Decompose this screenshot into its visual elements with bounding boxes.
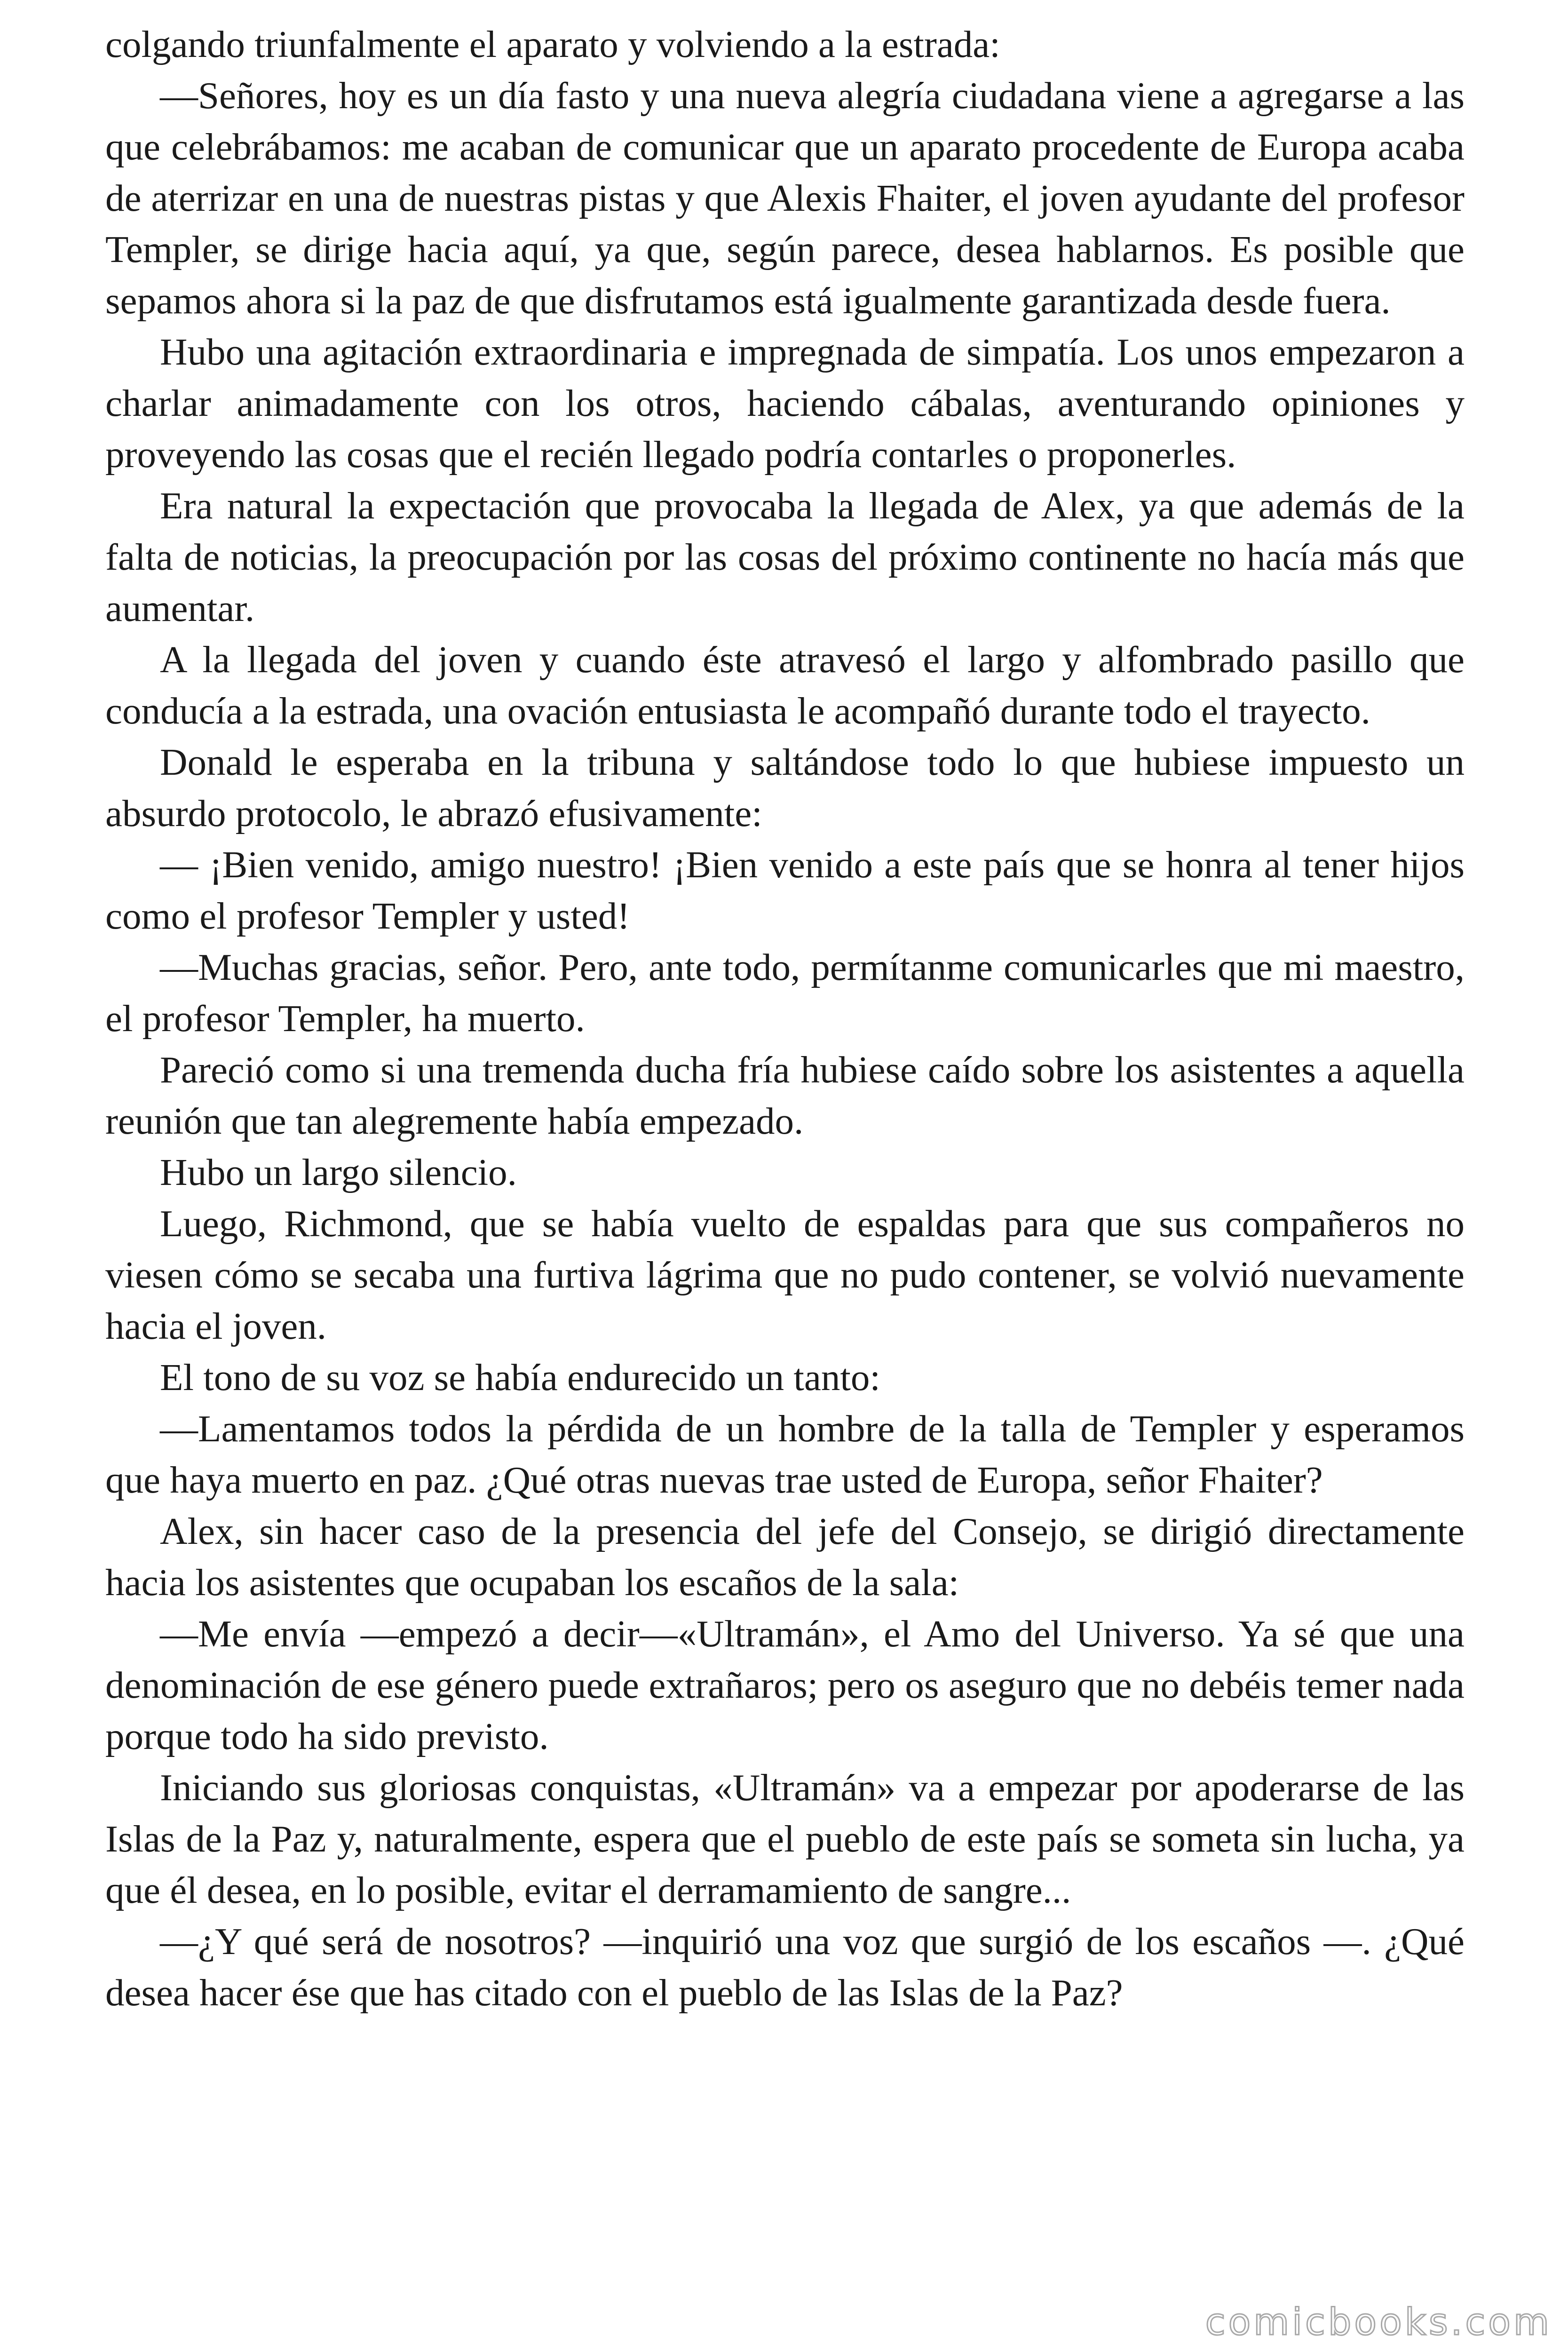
paragraph: Pareció como si una tremenda ducha fría hubiese caído sobre los asistentes a aquella reunión que tan alegremente había empezado.: [105, 1049, 1465, 1142]
paragraph: Alex, sin hacer caso de la presencia del jefe del Consejo, se dirigió directamente hacia los asistentes que ocupaban los escaños de la sala:: [105, 1510, 1465, 1604]
paragraph: —Muchas gracias, señor. Pero, ante todo, permítanme comunicarles que mi maestro, el profesor Templer, ha muerto.: [105, 946, 1465, 1040]
paragraph: —Me envía —empezó a decir—«Ultramán», el Amo del Universo. Ya sé que una denominación de ese género puede extrañaros; pero os aseguro que no debéis temer nada porque todo ha sido previsto.: [105, 1613, 1465, 1757]
paragraph: Donald le esperaba en la tribuna y saltándose todo lo que hubiese impuesto un absurdo protocolo, le abrazó efusivamente:: [105, 741, 1465, 834]
paragraph: El tono de su voz se había endurecido un tanto:: [160, 1356, 880, 1398]
paragraph: Iniciando sus gloriosas conquistas, «Ultramán» va a empezar por apoderarse de las Islas de la Paz y, naturalmente, espera que el pueblo de este país se someta sin lucha, ya que él desea, en lo posible, evitar el derramamiento de sangre...: [105, 1766, 1465, 1911]
paragraph: colgando triunfalmente el aparato y volviendo a la estrada:: [105, 23, 1000, 65]
paragraph: — ¡Bien venido, amigo nuestro! ¡Bien venido a este país que se honra al tener hijos como el profesor Templer y usted!: [105, 843, 1465, 937]
watermark: comicbooks.com: [1205, 2301, 1552, 2344]
paragraph: Era natural la expectación que provocaba la llegada de Alex, ya que además de la falta de noticias, la preocupación por las cosas del próximo continente no hacía más que aumentar.: [105, 485, 1465, 629]
paragraph: —Señores, hoy es un día fasto y una nueva alegría ciudadana viene a agregarse a las que celebrábamos: me acaban de comunicar que un aparato procedente de Europa acaba de aterrizar en una de nuestras pistas y que Alexis Fhaiter, el joven ayudante del profesor Templer, se dirige hacia aquí, ya que, según parece, desea hablarnos. Es posible que sepamos ahora si la paz de que disfrutamos está igualmente garantizada desde fuera.: [105, 74, 1465, 322]
paragraph: Hubo una agitación extraordinaria e impregnada de simpatía. Los unos empezaron a charlar animadamente con los otros, haciendo cábalas, aventurando opiniones y proveyendo las cosas que el recién llegado podría contarles o proponerles.: [105, 331, 1465, 476]
page-body: [105, 19, 1465, 2018]
paragraph: —¿Y qué será de nosotros? —inquirió una voz que surgió de los escaños —. ¿Qué desea hacer ése que has citado con el pueblo de las Islas de la Paz?: [105, 1920, 1465, 2014]
paragraph: —Lamentamos todos la pérdida de un hombre de la talla de Templer y esperamos que haya muerto en paz. ¿Qué otras nuevas trae usted de Europa, señor Fhaiter?: [105, 1407, 1465, 1501]
paragraph: A la llegada del joven y cuando éste atravesó el largo y alfombrado pasillo que conducía a la estrada, una ovación entusiasta le acompañó durante todo el trayecto.: [105, 638, 1465, 732]
paragraph: Hubo un largo silencio.: [160, 1151, 517, 1193]
paragraph: Luego, Richmond, que se había vuelto de espaldas para que sus compañeros no viesen cómo se secaba una furtiva lágrima que no pudo contener, se volvió nuevamente hacia el joven.: [105, 1202, 1465, 1347]
